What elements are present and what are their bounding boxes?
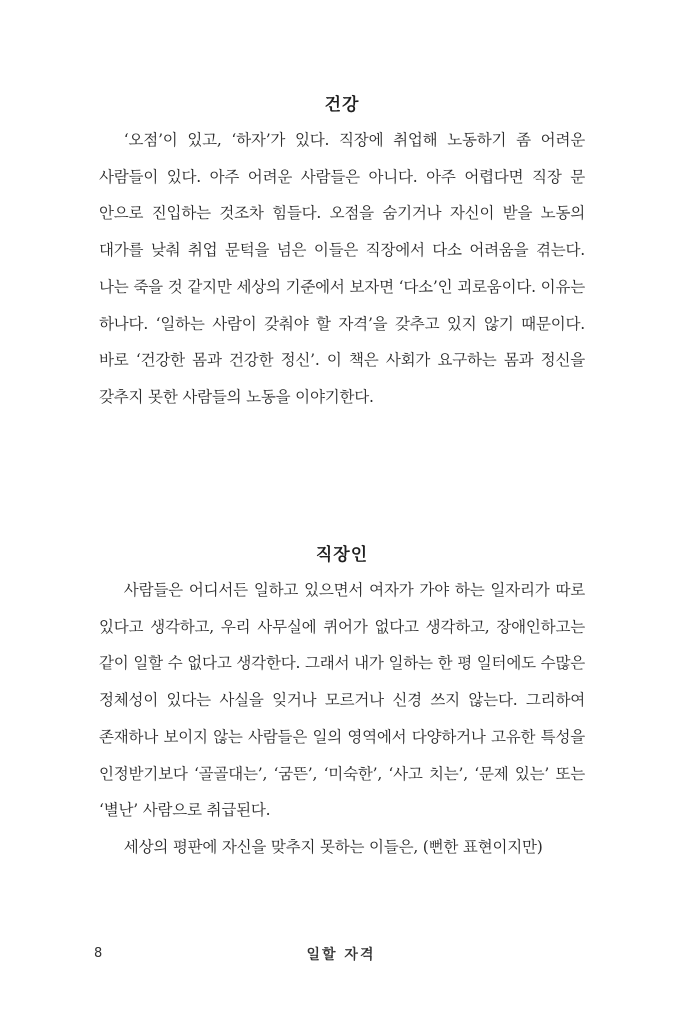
section-heading: 건강: [324, 95, 360, 115]
paragraph: ‘오점’이 있고, ‘하자’가 있다. 직장에 취업해 노동하기 좀 어려운 사람들이 있다. 아주 어려운 사람들은 아니다. 아주 어렵다면 직장 문 안으로 진입하는 것조차 힘들다. 오점을 숨기거나 자신이 받을 노동의 대가를 낮춰 취업 문턱을 넘은 이들은 직장에서 다소 어려움을 겪는다. 나는 죽을 것 같지만 세상의 기준에서 보자면 ‘다소’인 괴로움이다. 이유는 하나다. ‘일하는 사람이 갖춰야 할 자격’을 갖추고 있지 않기 때문이다. 바로 ‘건강한 몸과 건강한 정신’. 이 책은 사회가 요구하는 몸과 정신을 갖추지 못한 사람들의 노동을 이야기한다.: [99, 131, 585, 406]
paragraph: 사람들은 어디서든 일하고 있으면서 여자가 가야 하는 일자리가 따로 있다고 생각하고, 우리 사무실에 퀴어가 없다고 생각하고, 장애인하고는 같이 일할 수 없다고 생각한다. 그래서 내가 일하는 한 평 일터에도 수많은 정체성이 있다는 사실을 잊거나 모르거나 신경 쓰지 않는다. 그리하여 존재하나 보이지 않는 사람들은 일의 영역에서 다양하거나 고유한 특성을 인정받기보다 ‘골골대는’, ‘굼뜬’, ‘미숙한’, ‘사고 치는’, ‘문제 있는’ 또는 ‘별난’ 사람으로 취급된다.: [99, 581, 585, 820]
section-health: [99, 88, 585, 416]
section-worker: [99, 538, 585, 866]
section-heading: 직장인: [315, 545, 369, 565]
page-footer: [0, 942, 682, 966]
paragraph: 세상의 평판에 자신을 맞추지 못하는 이들은, (뻔한 표현이지만): [123, 837, 543, 856]
running-title: 일할 자격: [306, 947, 376, 963]
page-number: 8: [94, 946, 103, 961]
